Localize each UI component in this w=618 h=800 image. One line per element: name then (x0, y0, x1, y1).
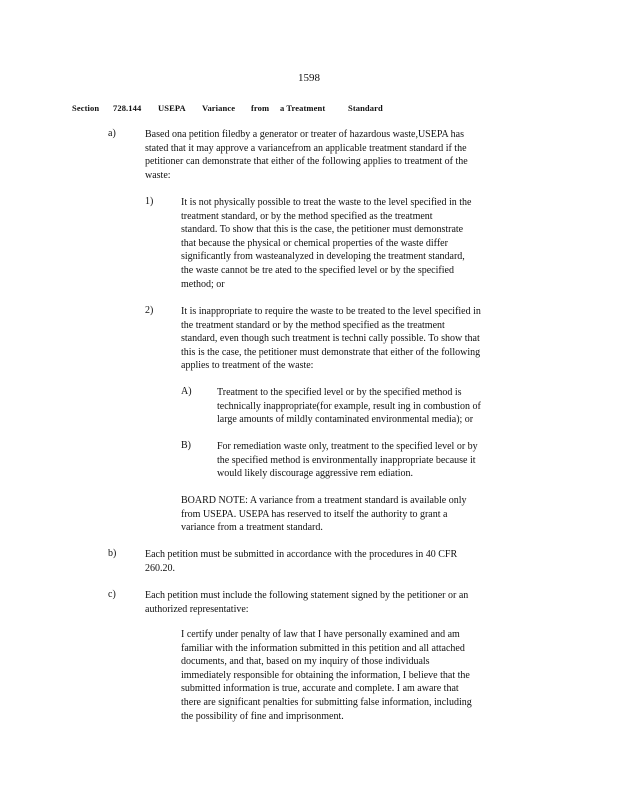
board-note (181, 494, 526, 535)
heading-word-variance: Variance (202, 103, 236, 113)
text-line: the treatment standard or by the method specified as the treatment (181, 319, 445, 331)
item-a1-label: 1) (145, 196, 154, 207)
item-a2A-text (217, 386, 535, 427)
text-line: It is inappropriate to require the waste to be treated to the level specified in (181, 306, 481, 317)
text-line: Treatment to the specified level or by the specified method is (217, 387, 462, 398)
text-line: this is the case, the petitioner must demonstrate that either of the following (181, 346, 481, 358)
text-line: submitted information is true, accurate and complete. I am aware that (181, 683, 459, 695)
page-number: 1598 (298, 72, 320, 84)
item-c-label: c) (108, 589, 116, 600)
item-a-label: a) (108, 128, 116, 139)
certification-statement (181, 628, 531, 723)
text-line: waste: (145, 169, 171, 181)
text-line: petitioner can demonstrate that either of the following applies to treatment of the (145, 156, 468, 168)
text-line: documents, and that, based on my inquiry of those individuals (181, 656, 430, 668)
text-line: technically inappropriate(for example, result ing in combustion of (217, 400, 481, 412)
text-line: authorized representative: (145, 603, 249, 615)
text-line: applies to treatment of the waste: (181, 360, 314, 372)
text-line: would likely discourage aggressive rem ediation. (217, 468, 414, 480)
text-line: from USEPA. USEPA has reserved to itself the authority to grant a (181, 508, 448, 520)
text-line: treatment standard, or by the method specified as the treatment (181, 210, 433, 222)
text-line: It is not physically possible to treat the waste to the level specified in the (181, 197, 472, 208)
text-line: the possibility of fine and imprisonment. (181, 710, 344, 722)
section-number: 728.144 (113, 103, 142, 113)
text-line: method; or (181, 278, 225, 290)
text-line: For remediation waste only, treatment to the specified level or by (217, 441, 478, 452)
heading-word-standard: Standard (348, 103, 383, 113)
item-b-text (145, 548, 545, 575)
text-line: familiar with the information submitted in this petition and all attached (181, 642, 465, 654)
text-line: there are significant penalties for submitting false information, including (181, 696, 472, 708)
heading-word-treatment: a Treatment (280, 103, 326, 113)
text-line: the waste cannot be tre ated to the specified level or by the specified (181, 264, 454, 276)
text-line: BOARD NOTE: A variance from a treatment standard is available only (181, 495, 467, 506)
text-line: standard. To show that this is the case, the petitioner must demonstrate (181, 224, 464, 236)
text-line: stated that it may approve a variancefrom an applicable treatment standard if the (145, 142, 467, 154)
text-line: variance from a treatment standard. (181, 522, 323, 534)
text-line: that because the physical or chemical properties of the waste differ (181, 237, 448, 249)
item-c-text (145, 589, 545, 616)
text-line: significantly from wasteanalyzed in developing the treatment standard, (181, 251, 465, 263)
heading-word-from: from (251, 103, 270, 113)
text-line: Each petition must be submitted in accordance with the procedures in 40 CFR (145, 549, 458, 560)
item-a2B-text (217, 440, 535, 481)
heading-word-usepa: USEPA (158, 103, 186, 113)
text-line: the specified method is environmentally inappropriate because it (217, 454, 476, 466)
text-line: I certify under penalty of law that I have personally examined and am (181, 629, 460, 640)
text-line: large amounts of mildly contaminated environmental media); or (217, 414, 474, 426)
text-line: Based ona petition filedby a generator or treater of hazardous waste,USEPA has (145, 129, 464, 140)
section-word: Section (72, 103, 100, 113)
item-a2-label: 2) (145, 305, 154, 316)
text-line: standard, even though such treatment is techni cally possible. To show that (181, 333, 480, 345)
text-line: Each petition must include the following statement signed by the petitioner or an (145, 590, 469, 601)
item-a-text (145, 128, 545, 182)
item-a2A-label: A) (181, 386, 192, 397)
item-a2-text (181, 305, 536, 373)
item-a2B-label: B) (181, 440, 191, 451)
item-b-label: b) (108, 548, 117, 559)
text-line: 260.20. (145, 562, 175, 574)
item-a1-text (181, 196, 536, 291)
text-line: immediately responsible for obtaining the information, I believe that the (181, 669, 470, 681)
